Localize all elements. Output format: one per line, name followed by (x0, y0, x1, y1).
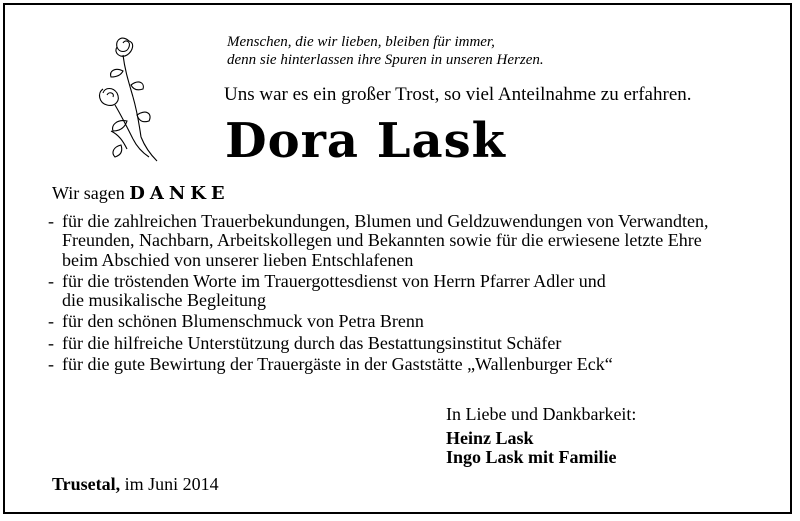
signer-name: Heinz Lask (446, 428, 534, 448)
list-item (48, 272, 788, 311)
list-dash: - (48, 211, 54, 231)
list-item-line: Freunden, Nachbarn, Arbeitskollegen und Bekannten sowie für die erwiesene letzte Ehre (62, 230, 702, 251)
list-item (48, 312, 788, 331)
place-date (52, 474, 219, 495)
list-dash: - (48, 354, 54, 375)
list-item-line: die musikalische Begleitung (62, 290, 266, 311)
closing-phrase: In Liebe und Dankbarkeit: (446, 404, 637, 424)
notice-date: im Juni 2014 (124, 474, 219, 494)
obituary-notice (3, 3, 792, 514)
intro-text: Uns war es ein großer Trost, so viel Anteilnahme zu erfahren. (224, 84, 692, 105)
quote-line: Menschen, die wir lieben, bleiben für immer, (227, 34, 495, 50)
list-dash: - (48, 270, 54, 291)
thanks-word: DANKE (129, 183, 230, 204)
list-item-line: beim Abschied von unserer lieben Entschlafenen (62, 249, 414, 270)
list-item (48, 355, 788, 374)
list-item-line: für die tröstenden Worte im Trauergottesdienst von Herrn Pfarrer Adler und (62, 270, 606, 291)
list-item (48, 212, 788, 270)
signers (446, 429, 617, 467)
deceased-name: Dora Lask (225, 113, 506, 169)
thanks-list (48, 212, 788, 376)
signer-name: Ingo Lask mit Familie (446, 447, 617, 467)
list-item-line: für die hilfreiche Unterstützung durch das Bestattungsinstitut Schäfer (62, 332, 562, 353)
list-item-line: für den schönen Blumenschmuck von Petra Brenn (62, 311, 424, 332)
list-item-line: für die gute Bewirtung der Trauergäste in der Gaststätte „Wallenburger Eck“ (62, 354, 613, 375)
quote-line: denn sie hinterlassen ihre Spuren in unseren Herzen. (227, 52, 544, 68)
thanks-prefix: Wir sagen (52, 183, 125, 203)
list-dash: - (48, 332, 54, 353)
memorial-quote (227, 33, 544, 69)
thanks-line (52, 183, 230, 204)
list-item (48, 334, 788, 353)
rose-illustration (93, 31, 165, 165)
list-dash: - (48, 311, 54, 332)
place-name: Trusetal, (52, 474, 121, 494)
list-item-line: für die zahlreichen Trauerbekundungen, Blumen und Geldzuwendungen von Verwandten, (62, 211, 709, 231)
